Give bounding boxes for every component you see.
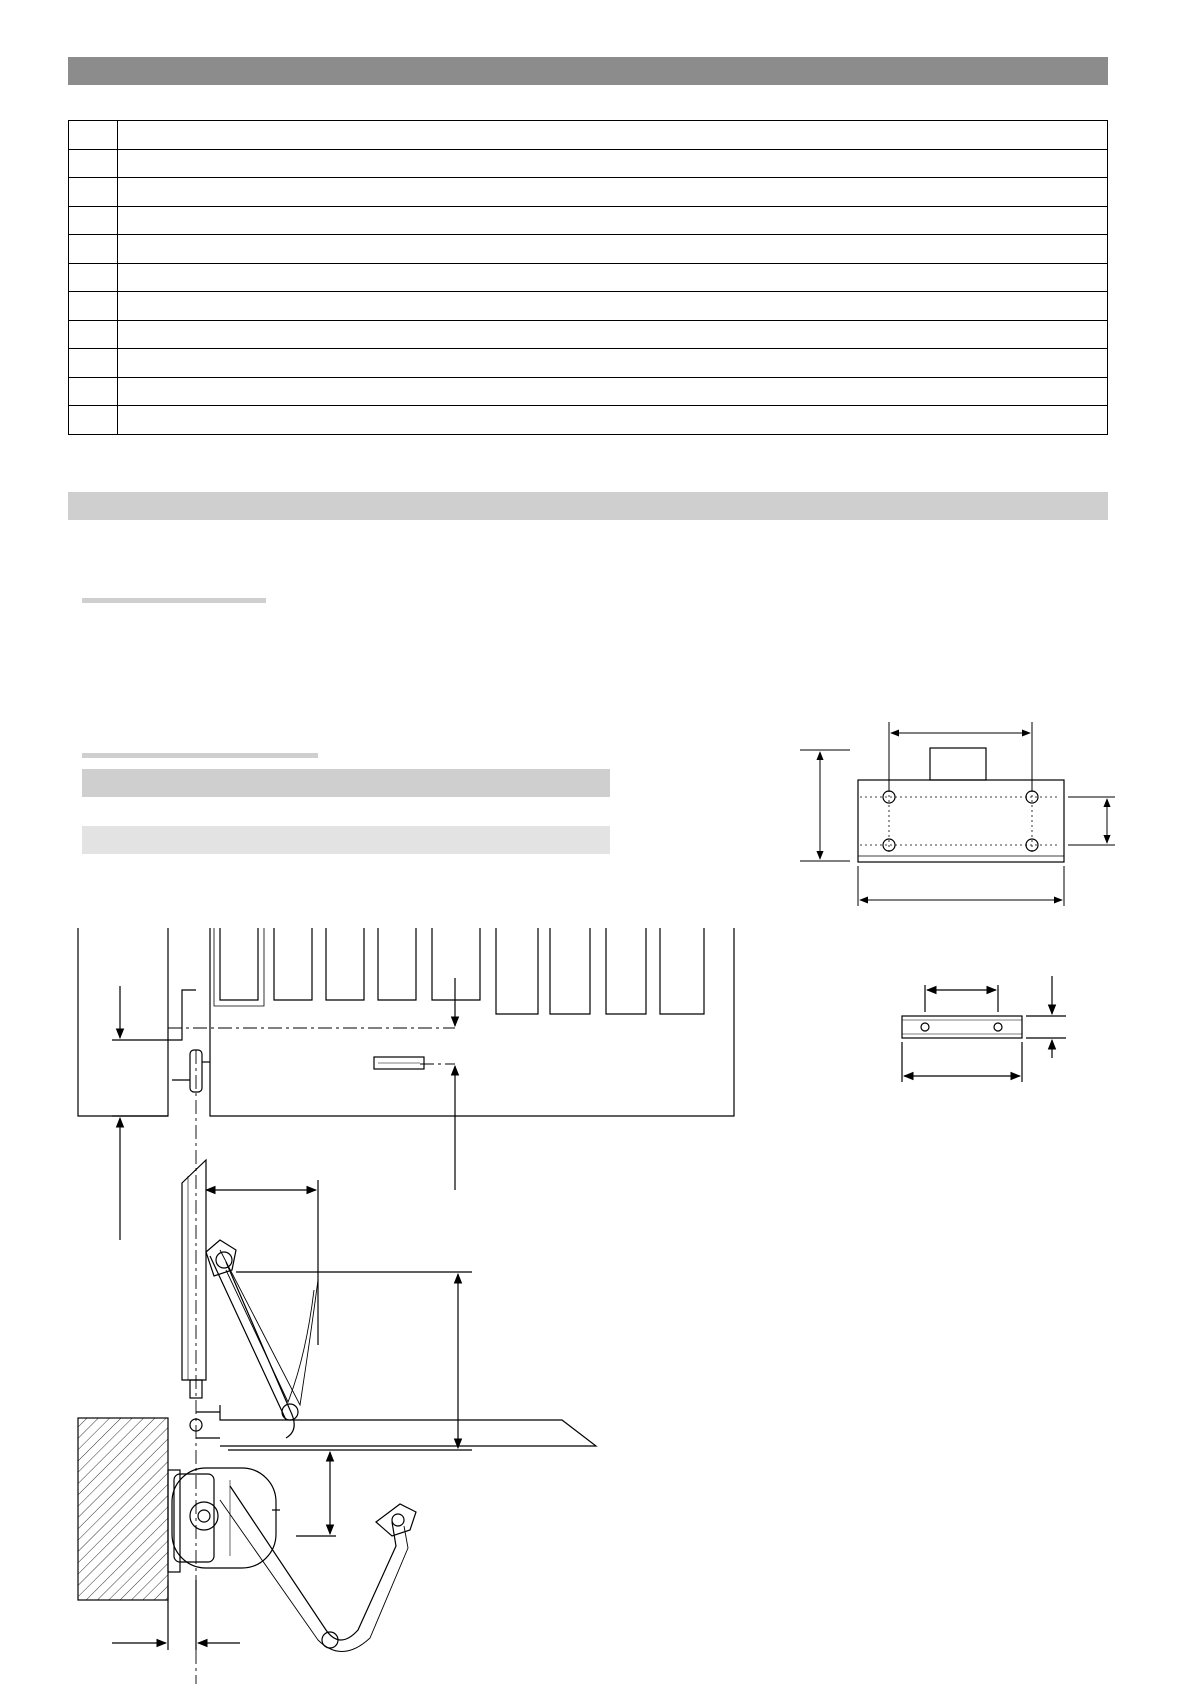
bracket-top-dimensions <box>800 722 1115 906</box>
small-bar-drawing <box>902 976 1066 1082</box>
gate-drawing <box>78 928 734 1684</box>
